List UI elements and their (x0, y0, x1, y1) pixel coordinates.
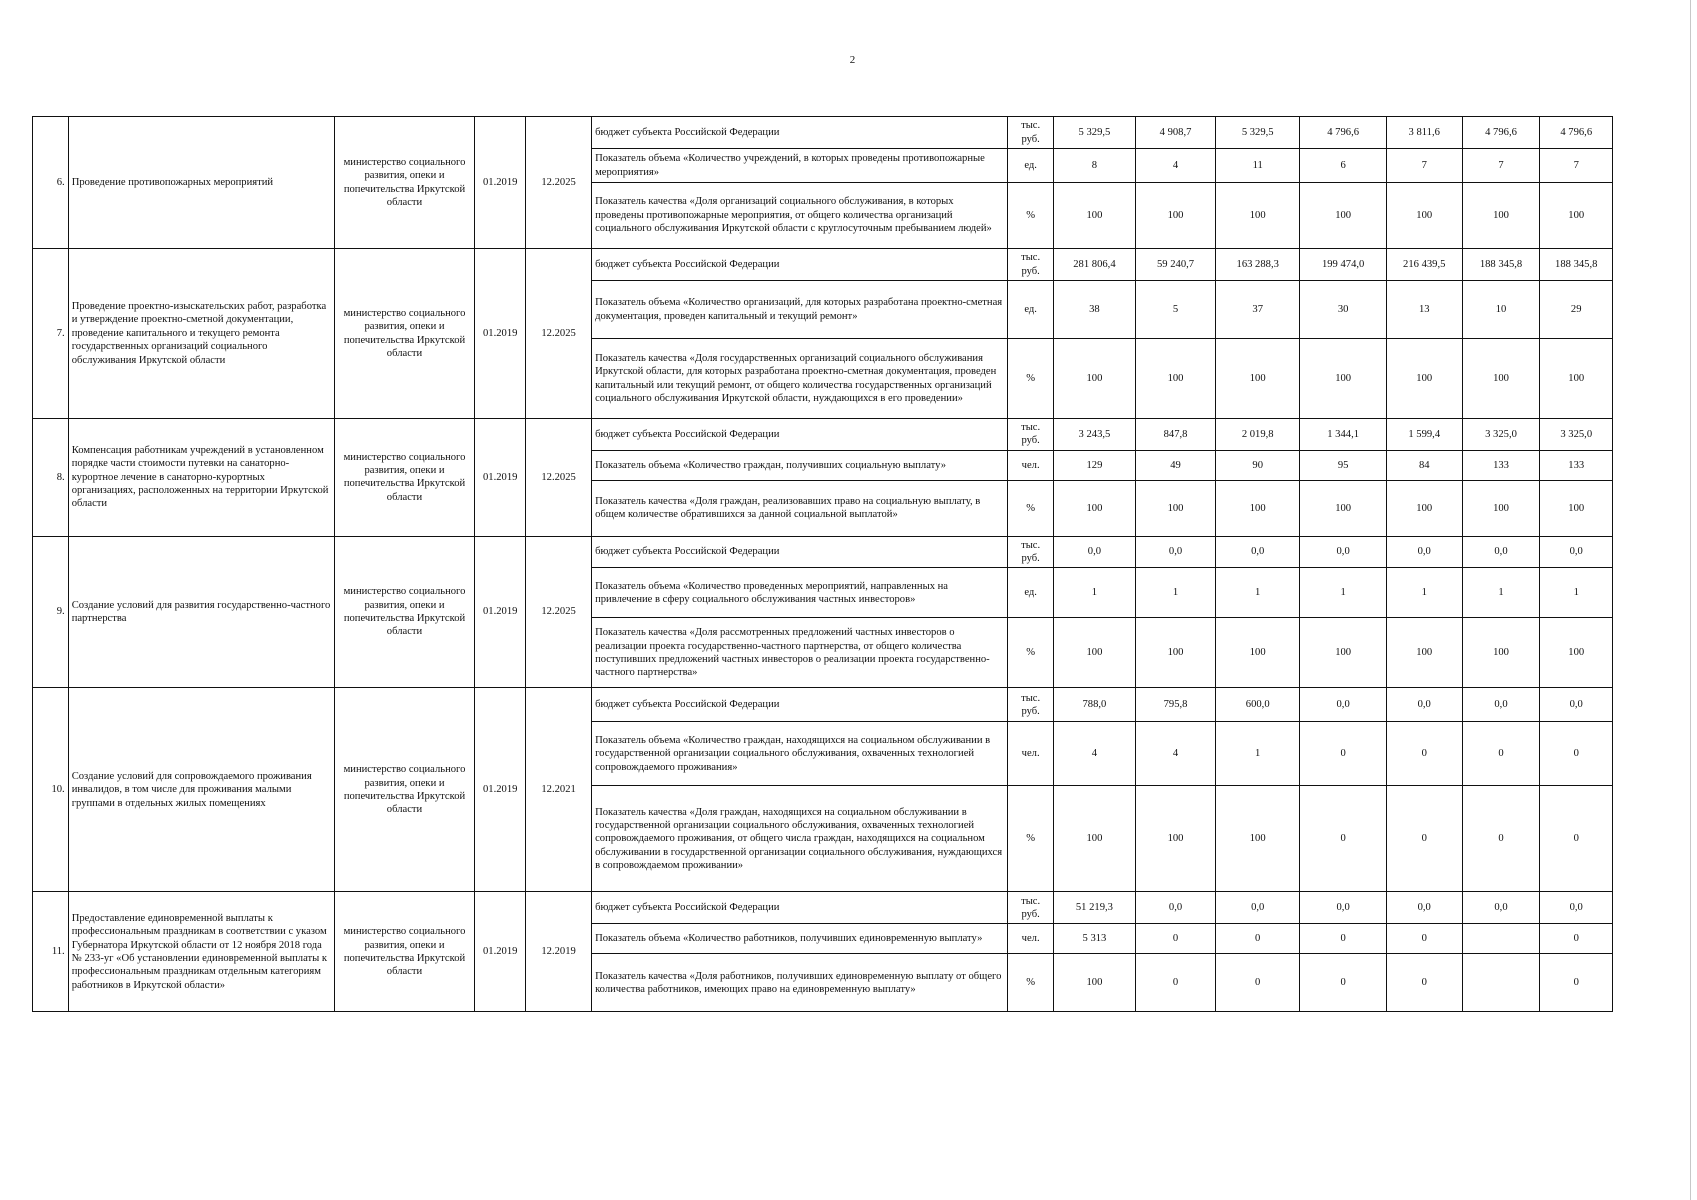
indicator-value: 1 (1540, 568, 1613, 618)
indicator-value: 133 (1540, 450, 1613, 480)
indicator-value: 0,0 (1462, 892, 1540, 924)
indicator-value: 3 243,5 (1053, 419, 1135, 451)
indicator-value: 100 (1216, 618, 1300, 688)
indicator-unit: тыс. руб. (1008, 892, 1053, 924)
indicator-text: Показатель качества «Доля граждан, находящихся на социальном обслуживании в государственной организации социального обслуживания, охваченных технологией сопровождаемого проживания, от общего числа граждан, находящихся на социальном обслуживании в государственной организации социального обслуживания, нуждающихся в сопровождаемом проживании» (592, 786, 1008, 892)
measure-end-date: 12.2019 (526, 892, 592, 1012)
indicator-value: 3 811,6 (1386, 117, 1462, 149)
indicator-unit: ед. (1008, 281, 1053, 339)
indicator-value: 795,8 (1136, 688, 1216, 722)
indicator-value: 38 (1053, 281, 1135, 339)
indicator-value: 188 345,8 (1540, 249, 1613, 281)
measure-start-date: 01.2019 (475, 419, 526, 537)
indicator-text: бюджет субъекта Российской Федерации (592, 536, 1008, 568)
indicator-unit: % (1008, 954, 1053, 1012)
indicator-value: 163 288,3 (1216, 249, 1300, 281)
indicator-value: 0 (1386, 924, 1462, 954)
indicator-unit: ед. (1008, 568, 1053, 618)
indicator-text: бюджет субъекта Российской Федерации (592, 419, 1008, 451)
indicator-unit: чел. (1008, 450, 1053, 480)
indicator-value: 188 345,8 (1462, 249, 1540, 281)
indicator-value: 4 (1136, 722, 1216, 786)
indicator-text: Показатель качества «Доля государственных организаций социального обслуживания Иркутской области, для которых разработана проектно-сметная документация, проведен капитальный или текущий ремонт, от общего количества государственных организаций социального обслуживания Иркутской области, нуждающихся в его проведении» (592, 339, 1008, 419)
indicator-value: 0,0 (1300, 688, 1387, 722)
indicator-value: 0 (1540, 954, 1613, 1012)
indicator-value: 4 796,6 (1540, 117, 1613, 149)
indicator-value: 49 (1136, 450, 1216, 480)
indicator-value: 0 (1300, 954, 1387, 1012)
indicator-value: 0,0 (1540, 688, 1613, 722)
indicator-unit: % (1008, 618, 1053, 688)
indicator-value: 1 (1216, 722, 1300, 786)
indicator-unit: % (1008, 183, 1053, 249)
indicator-value: 4 (1053, 722, 1135, 786)
indicator-value (1462, 954, 1540, 1012)
indicator-value: 133 (1462, 450, 1540, 480)
indicator-value: 1 (1300, 568, 1387, 618)
indicator-value: 0 (1300, 786, 1387, 892)
indicator-value: 100 (1136, 480, 1216, 536)
indicator-unit: тыс. руб. (1008, 117, 1053, 149)
indicator-value: 1 (1386, 568, 1462, 618)
indicator-value: 216 439,5 (1386, 249, 1462, 281)
indicator-text: Показатель объема «Количество учреждений, в которых проведены противопожарные мероприятия» (592, 149, 1008, 183)
indicator-value: 5 329,5 (1053, 117, 1135, 149)
indicator-value: 3 325,0 (1540, 419, 1613, 451)
indicator-value: 4 (1136, 149, 1216, 183)
table-row (33, 419, 1613, 451)
indicator-value: 100 (1462, 183, 1540, 249)
measure-start-date: 01.2019 (475, 892, 526, 1012)
indicator-value: 100 (1300, 618, 1387, 688)
indicator-unit: чел. (1008, 722, 1053, 786)
indicator-value (1462, 924, 1540, 954)
indicator-value: 7 (1540, 149, 1613, 183)
measure-start-date: 01.2019 (475, 688, 526, 892)
indicator-unit: ед. (1008, 149, 1053, 183)
indicator-value: 0 (1216, 954, 1300, 1012)
table-row (33, 249, 1613, 281)
indicator-value: 100 (1300, 339, 1387, 419)
indicator-value: 100 (1216, 786, 1300, 892)
indicator-value: 100 (1386, 480, 1462, 536)
indicator-value: 4 796,6 (1462, 117, 1540, 149)
indicator-text: бюджет субъекта Российской Федерации (592, 249, 1008, 281)
indicator-value: 100 (1136, 183, 1216, 249)
indicator-text: Показатель качества «Доля рассмотренных предложений частных инвесторов о реализации проекта государственно-частного партнерства, от общего количества поступивших предложений частных инвесторов о реализации проекта государственно-частного партнерства» (592, 618, 1008, 688)
measure-name: Проведение проектно-изыскательских работ, разработка и утверждение проектно-сметной документации, проведение капитального и текущего ремонта государственных организаций социального обслуживания Иркутской области (68, 249, 334, 419)
indicator-value: 100 (1540, 183, 1613, 249)
indicator-value: 100 (1386, 339, 1462, 419)
indicator-value: 100 (1540, 618, 1613, 688)
indicator-value: 0,0 (1462, 536, 1540, 568)
indicator-value: 847,8 (1136, 419, 1216, 451)
indicator-value: 100 (1053, 786, 1135, 892)
indicator-text: Показатель качества «Доля организаций социального обслуживания, в которых проведены противопожарные мероприятия, от общего количества организаций социального обслуживания Иркутской области с круглосуточным пребыванием людей» (592, 183, 1008, 249)
indicator-value: 37 (1216, 281, 1300, 339)
indicator-value: 0,0 (1462, 688, 1540, 722)
measure-name: Проведение противопожарных мероприятий (68, 117, 334, 249)
indicator-value: 1 599,4 (1386, 419, 1462, 451)
indicator-value: 0 (1386, 722, 1462, 786)
indicator-text: бюджет субъекта Российской Федерации (592, 892, 1008, 924)
indicator-value: 0,0 (1300, 536, 1387, 568)
indicator-value: 4 908,7 (1136, 117, 1216, 149)
indicator-value: 100 (1540, 480, 1613, 536)
indicator-value: 0 (1216, 924, 1300, 954)
indicator-value: 0 (1386, 954, 1462, 1012)
indicator-value: 100 (1462, 480, 1540, 536)
indicator-value: 1 (1216, 568, 1300, 618)
indicator-value: 0 (1540, 924, 1613, 954)
indicator-value: 11 (1216, 149, 1300, 183)
indicator-value: 1 344,1 (1300, 419, 1387, 451)
indicator-value: 0 (1386, 786, 1462, 892)
indicator-value: 5 313 (1053, 924, 1135, 954)
indicator-value: 100 (1216, 183, 1300, 249)
indicator-text: Показатель объема «Количество граждан, получивших социальную выплату» (592, 450, 1008, 480)
indicator-value: 100 (1216, 480, 1300, 536)
page-number: 2 (849, 54, 856, 66)
indicator-unit: тыс. руб. (1008, 249, 1053, 281)
indicator-value: 0 (1300, 924, 1387, 954)
indicator-value: 1 (1462, 568, 1540, 618)
indicator-value: 100 (1053, 480, 1135, 536)
measure-end-date: 12.2025 (526, 419, 592, 537)
scan-edge-line (1690, 0, 1691, 1200)
indicator-value: 100 (1462, 339, 1540, 419)
indicator-value: 0,0 (1540, 536, 1613, 568)
indicator-value: 0,0 (1386, 688, 1462, 722)
indicator-value: 7 (1462, 149, 1540, 183)
measure-number: 10. (33, 688, 69, 892)
indicator-text: Показатель объема «Количество работников, получивших единовременную выплату» (592, 924, 1008, 954)
indicator-value: 59 240,7 (1136, 249, 1216, 281)
indicator-value: 0,0 (1300, 892, 1387, 924)
indicator-text: Показатель объема «Количество граждан, находящихся на социальном обслуживании в государственной организации социального обслуживания, охваченных технологией сопровождаемого проживания» (592, 722, 1008, 786)
indicator-text: бюджет субъекта Российской Федерации (592, 117, 1008, 149)
indicator-value: 0 (1462, 722, 1540, 786)
indicator-value: 788,0 (1053, 688, 1135, 722)
indicator-value: 13 (1386, 281, 1462, 339)
table-row (33, 688, 1613, 722)
indicator-value: 100 (1462, 618, 1540, 688)
measure-name: Предоставление единовременной выплаты к профессиональным праздникам в соответствии с указом Губернатора Иркутской области от 12 ноября 2018 года № 233-уг «Об установлении единовременной выплаты к профессиональным праздникам отдельным категориям работников в Иркутской области» (68, 892, 334, 1012)
indicator-value: 8 (1053, 149, 1135, 183)
indicator-value: 0 (1136, 954, 1216, 1012)
indicator-unit: % (1008, 480, 1053, 536)
measure-name: Создание условий для развития государственно-частного партнерства (68, 536, 334, 688)
indicator-value: 3 325,0 (1462, 419, 1540, 451)
indicator-value: 0 (1462, 786, 1540, 892)
measure-end-date: 12.2021 (526, 688, 592, 892)
indicator-value: 0,0 (1053, 536, 1135, 568)
measure-end-date: 12.2025 (526, 249, 592, 419)
indicator-value: 4 796,6 (1300, 117, 1387, 149)
measure-name: Компенсация работникам учреждений в установленном порядке части стоимости путевки на санаторно-курортное лечение в санаторно-курортных организациях, расположенных на территории Иркутской области (68, 419, 334, 537)
indicator-value: 51 219,3 (1053, 892, 1135, 924)
measure-number: 11. (33, 892, 69, 1012)
measure-start-date: 01.2019 (475, 249, 526, 419)
indicator-value: 7 (1386, 149, 1462, 183)
indicator-value: 100 (1540, 339, 1613, 419)
measure-start-date: 01.2019 (475, 536, 526, 688)
table-row (33, 892, 1613, 924)
indicator-value: 199 474,0 (1300, 249, 1387, 281)
indicator-value: 90 (1216, 450, 1300, 480)
measure-executor: министерство социального развития, опеки и попечительства Иркутской области (334, 688, 475, 892)
indicator-unit: % (1008, 339, 1053, 419)
measure-number: 6. (33, 117, 69, 249)
measure-executor: министерство социального развития, опеки и попечительства Иркутской области (334, 419, 475, 537)
indicator-unit: чел. (1008, 924, 1053, 954)
measure-executor: министерство социального развития, опеки и попечительства Иркутской области (334, 249, 475, 419)
indicator-value: 1 (1053, 568, 1135, 618)
table-row (33, 117, 1613, 149)
indicator-value: 0 (1540, 722, 1613, 786)
indicator-value: 0 (1300, 722, 1387, 786)
indicator-value: 600,0 (1216, 688, 1300, 722)
indicator-value: 0,0 (1540, 892, 1613, 924)
indicator-value: 84 (1386, 450, 1462, 480)
measure-name: Создание условий для сопровождаемого проживания инвалидов, в том числе для проживания малыми группами в отдельных жилых помещениях (68, 688, 334, 892)
indicator-text: бюджет субъекта Российской Федерации (592, 688, 1008, 722)
measure-end-date: 12.2025 (526, 117, 592, 249)
indicator-unit: % (1008, 786, 1053, 892)
indicator-value: 5 (1136, 281, 1216, 339)
measure-end-date: 12.2025 (526, 536, 592, 688)
indicator-value: 29 (1540, 281, 1613, 339)
indicator-text: Показатель качества «Доля граждан, реализовавших право на социальную выплату, в общем количестве обратившихся за данной социальной выплатой» (592, 480, 1008, 536)
measure-executor: министерство социального развития, опеки и попечительства Иркутской области (334, 892, 475, 1012)
indicator-text: Показатель качества «Доля работников, получивших единовременную выплату от общего количества работников, имеющих право на единовременную выплату» (592, 954, 1008, 1012)
measure-start-date: 01.2019 (475, 117, 526, 249)
indicator-unit: тыс. руб. (1008, 419, 1053, 451)
indicator-value: 100 (1136, 339, 1216, 419)
measure-executor: министерство социального развития, опеки и попечительства Иркутской области (334, 117, 475, 249)
measure-executor: министерство социального развития, опеки и попечительства Иркутской области (334, 536, 475, 688)
measure-number: 7. (33, 249, 69, 419)
indicator-value: 30 (1300, 281, 1387, 339)
indicator-value: 0,0 (1386, 536, 1462, 568)
indicator-value: 0,0 (1216, 892, 1300, 924)
indicator-value: 0,0 (1136, 536, 1216, 568)
indicator-value: 1 (1136, 568, 1216, 618)
indicator-value: 10 (1462, 281, 1540, 339)
indicator-value: 100 (1053, 339, 1135, 419)
program-measures-table (32, 116, 1613, 1012)
indicator-value: 100 (1053, 183, 1135, 249)
indicator-value: 0,0 (1386, 892, 1462, 924)
indicator-value: 0 (1540, 786, 1613, 892)
measure-number: 9. (33, 536, 69, 688)
indicator-value: 100 (1053, 618, 1135, 688)
indicator-value: 100 (1053, 954, 1135, 1012)
indicator-unit: тыс. руб. (1008, 688, 1053, 722)
measure-number: 8. (33, 419, 69, 537)
indicator-value: 129 (1053, 450, 1135, 480)
indicator-value: 0,0 (1136, 892, 1216, 924)
indicator-value: 0,0 (1216, 536, 1300, 568)
indicator-value: 0 (1136, 924, 1216, 954)
indicator-value: 100 (1386, 618, 1462, 688)
indicator-value: 100 (1136, 786, 1216, 892)
indicator-value: 100 (1136, 618, 1216, 688)
indicator-value: 100 (1216, 339, 1300, 419)
indicator-unit: тыс. руб. (1008, 536, 1053, 568)
indicator-text: Показатель объема «Количество проведенных мероприятий, направленных на привлечение в сферу социального обслуживания частных инвесторов» (592, 568, 1008, 618)
indicator-value: 100 (1300, 480, 1387, 536)
indicator-value: 5 329,5 (1216, 117, 1300, 149)
indicator-value: 2 019,8 (1216, 419, 1300, 451)
indicator-text: Показатель объема «Количество организаций, для которых разработана проектно-сметная документация, проведен капитальный и текущий ремонт» (592, 281, 1008, 339)
table-row (33, 536, 1613, 568)
indicator-value: 281 806,4 (1053, 249, 1135, 281)
indicator-value: 100 (1386, 183, 1462, 249)
indicator-value: 95 (1300, 450, 1387, 480)
indicator-value: 6 (1300, 149, 1387, 183)
indicator-value: 100 (1300, 183, 1387, 249)
